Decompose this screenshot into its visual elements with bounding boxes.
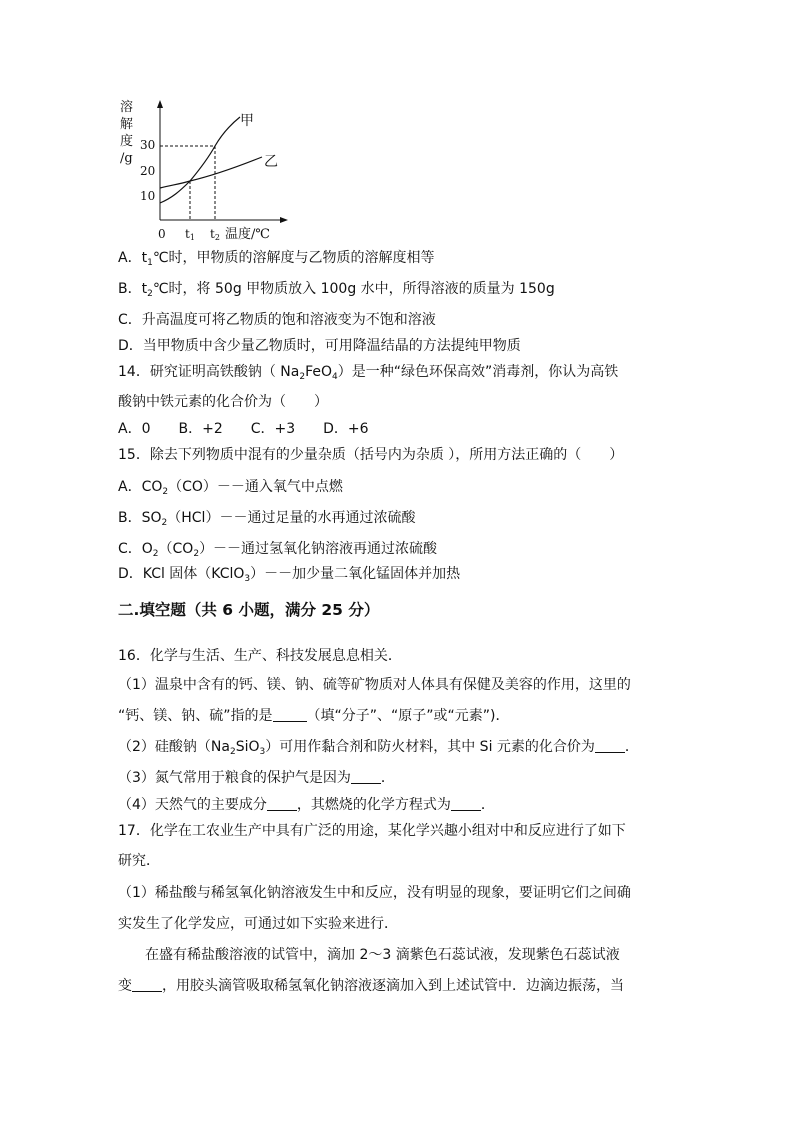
graph-xtick-t2: t2 — [210, 227, 220, 242]
q17-part1-line3: 在盛有稀盐酸溶液的试管中，滴加 2～3 滴紫色石蕊试液，发现紫色石蕊试液 — [145, 947, 620, 963]
solubility-graph — [112, 95, 297, 245]
graph-xtick-t1: t1 — [185, 227, 195, 242]
answer-blank[interactable] — [451, 796, 481, 811]
q13-option-d: D．当甲物质中含少量乙物质时，可用降温结晶的方法提纯甲物质 — [118, 338, 521, 354]
q17-stem-line1: 17．化学在工农业生产中具有广泛的用途，某化学兴趣小组对中和反应进行了如下 — [118, 823, 626, 839]
q17-part1-line2: 实发生了化学发应，可通过如下实验来进行． — [118, 916, 398, 932]
q15-option-c: C．$O_2(CO_2)--$通过氢氧化钠溶液再通过浓硫酸 — [118, 541, 438, 559]
answer-blank[interactable] — [273, 707, 307, 722]
q16-part1-line1: （1）温泉中含有的钙、镁、钠、硫等矿物质对人体具有保健及美容的作用，这里的 — [118, 677, 631, 693]
answer-blank[interactable] — [267, 796, 297, 811]
graph-ylabel-4: /g — [120, 151, 133, 166]
q14-stem-line1: 14．研究证明高铁酸钠（ $Na_2FeO_4$）是一种“绿色环保高效”消毒剂，你认为高铁 — [118, 364, 619, 382]
q13-option-a: A．$t_1℃$时，甲物质的溶解度与乙物质的溶解度相等 — [118, 250, 435, 268]
q16-stem: 16．化学与生活、生产、科技发展息息相关． — [118, 648, 402, 664]
graph-ylabel-1: 溶 — [120, 100, 134, 115]
q17-part1-line4: 变 ，用胶头滴管吸取稀氢氧化钠溶液逐滴加入到上述试管中．边滴边振荡，当 — [118, 978, 624, 994]
graph-ytick-20: 20 — [140, 164, 156, 178]
q15-stem: 15．除去下列物质中混有的少量杂质（括号内为杂质 ），所用方法正确的（ ） — [118, 447, 624, 463]
q15-option-a: A．$CO_2(CO)--$通入氧气中点燃 — [118, 479, 343, 497]
q16-part4: （4）天然气的主要成分 ，其燃烧的化学方程式为 ． — [118, 797, 495, 813]
q14-stem-line2: 酸钠中铁元素的化合价为（ ） — [118, 394, 328, 410]
graph-label-jia: 甲 — [240, 113, 254, 129]
graph-label-yi: 乙 — [264, 154, 278, 170]
graph-xlabel: 温度/℃ — [225, 227, 270, 242]
graph-ylabel-2: 解 — [120, 117, 134, 132]
q16-part1-line2: “钙、镁、钠、硫”指的是 （填“分子”、“原子”或“元素”)． — [118, 708, 510, 724]
graph-curve-jia — [160, 117, 240, 203]
q15-option-b: B．$SO_2(HCl)--$通过足量的水再通过浓硫酸 — [118, 510, 416, 528]
q16-part2: （2）硅酸钠$(Na_2SiO_3)$可用作黏合剂和防火材料，其中 Si 元素的化合价为 ． — [118, 739, 639, 757]
q17-part1-line1: （1）稀盐酸与稀氢氧化钠溶液发生中和反应，没有明显的现象，要证明它们之间确 — [118, 885, 631, 901]
graph-curve-yi — [160, 157, 262, 188]
graph-ylabel-3: 度 — [120, 134, 134, 149]
graph-origin: 0 — [158, 227, 166, 241]
graph-ytick-30: 30 — [140, 138, 156, 152]
q13-option-c: C．升高温度可将乙物质的饱和溶液变为不饱和溶液 — [118, 312, 436, 328]
q17-stem-line2: 研究． — [118, 853, 160, 869]
answer-blank[interactable] — [595, 738, 625, 753]
q15-option-d: D．KCl 固体（KClO$_3$）－－加少量二氧化锰固体并加热 — [118, 566, 461, 584]
section-heading: 二.填空题（共 6 小题，满分 25 分） — [118, 601, 380, 619]
q16-part3: （3）氮气常用于粮食的保护气是因为 ． — [118, 770, 395, 786]
q13-option-b: B．$t_2℃$时，将 50g 甲物质放入 100g 水中，所得溶液的质量为 150g — [118, 281, 555, 299]
graph-ytick-10: 10 — [140, 189, 156, 203]
graph-x-arrow — [280, 217, 288, 223]
answer-blank[interactable] — [351, 769, 381, 784]
graph-y-arrow — [157, 100, 163, 108]
q14-options: A．0 B．+2 C．+3 D．+6 — [118, 421, 369, 437]
answer-blank[interactable] — [132, 977, 162, 992]
